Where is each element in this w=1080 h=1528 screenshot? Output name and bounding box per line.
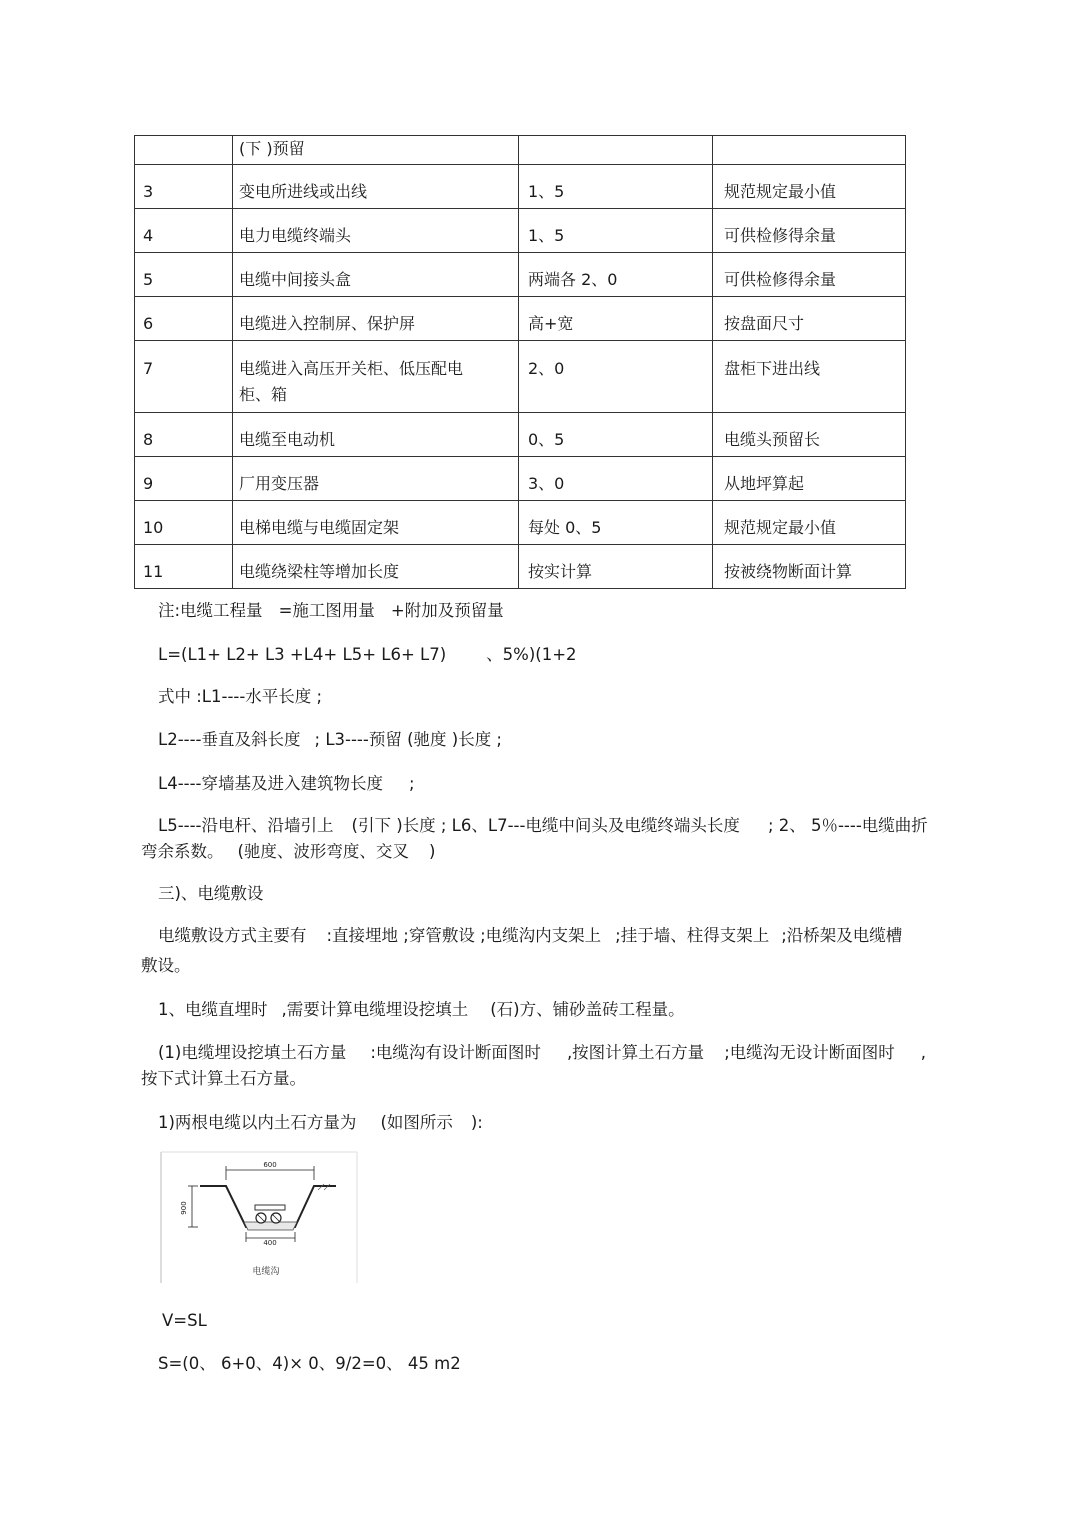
table-cell-value: [519, 297, 713, 341]
table-cell-note: [713, 501, 906, 545]
table-cell-note: [713, 165, 906, 209]
formula-part: L=(L1+ L2+ L3 +L4+ L5+ L6+ L7): [158, 645, 447, 664]
cell-text: 每处 0、5: [528, 518, 602, 537]
cell-text: 规范规定最小值: [724, 182, 837, 201]
l2-line: [158, 726, 502, 753]
cell-text: 3、0: [528, 474, 565, 493]
l5-part: (引下 )长度 ; L6、L7---电缆中间头及电缆终端头长度: [351, 816, 740, 835]
note-line: [158, 597, 504, 624]
l5-part: ): [428, 842, 436, 861]
cell-text: 电力电缆终端头: [239, 226, 352, 245]
two-part: ):: [470, 1113, 483, 1132]
figure-caption: 电缆沟: [252, 1267, 280, 1277]
buried-part: ,需要计算电缆埋设挖填土: [281, 1000, 469, 1019]
dig-part: ;电缆沟无设计断面图时: [724, 1043, 895, 1062]
formula-line: [158, 641, 577, 668]
table-cell-no: [135, 457, 233, 501]
table-cell-item: [233, 545, 519, 589]
table-cell-note: [713, 297, 906, 341]
laying-line: [158, 922, 902, 949]
cell-text: 11: [143, 562, 164, 581]
dig-line: [158, 1039, 926, 1066]
cover-brick: [255, 1205, 285, 1210]
cell-text: 1、5: [528, 226, 565, 245]
table-cell-value: [519, 341, 713, 413]
laying-line-cont: 敷设。: [141, 956, 191, 975]
l5-part: (驰度、波形弯度、交叉: [237, 842, 409, 861]
cell-text: 电缆至电动机: [239, 430, 336, 449]
cell-text: 厂用变压器: [239, 474, 320, 493]
laying-part: 电缆敷设方式主要有: [158, 926, 307, 945]
l4-part: L4----穿墙基及进入建筑物长度: [158, 774, 384, 793]
table-cell-item: [233, 165, 519, 209]
table-cell-no: [135, 545, 233, 589]
note-part: =施工图用量: [278, 601, 375, 620]
volume-formula: V=SL: [162, 1311, 207, 1330]
table-cell-item: [233, 136, 519, 165]
table-cell-no: [135, 209, 233, 253]
cell-text: 按被绕物断面计算: [724, 562, 853, 581]
table-cell-item: [233, 253, 519, 297]
table-cell-no: [135, 297, 233, 341]
table-cell-item: [233, 209, 519, 253]
two-cables-line: [158, 1109, 483, 1136]
cell-text: 3: [143, 182, 154, 201]
table-cell-item: [233, 501, 519, 545]
table-cell-no: [135, 165, 233, 209]
table-cell-no: [135, 341, 233, 413]
table-cell-item: [233, 413, 519, 457]
l2-part: L2----垂直及斜长度: [158, 730, 301, 749]
cell-text: 按实计算: [528, 562, 593, 581]
section-heading: 三)、电缆敷设: [158, 884, 264, 903]
dig-part: ,: [920, 1043, 926, 1062]
table-cell-note: [713, 457, 906, 501]
cell-text: 盘柜下进出线: [724, 359, 821, 378]
cell-text: 按盘面尺寸: [724, 314, 805, 333]
cell-text: 电缆进入控制屏、保护屏: [239, 314, 416, 333]
formula-part: 、5%)(1+2: [486, 645, 577, 664]
cell-text: 0、5: [528, 430, 565, 449]
cell-text: 两端各 2、0: [528, 270, 618, 289]
laying-part: ;挂于墙、柱得支架上: [615, 926, 770, 945]
table-cell-no: [135, 253, 233, 297]
table-cell-value: [519, 545, 713, 589]
dig-part: ,按图计算土石方量: [566, 1043, 705, 1062]
cell-text: 高+宽: [528, 314, 574, 333]
cell-text: 5: [143, 270, 154, 289]
dig-part: (1)电缆埋设挖填土石方量: [158, 1043, 347, 1062]
dim-top-label: 600: [263, 1161, 277, 1169]
l5-part: ; 2、 5％----电缆曲折: [767, 816, 928, 835]
cell-text: 8: [143, 430, 154, 449]
cell-text: 电缆中间接头盒: [239, 270, 352, 289]
two-part: (如图所示: [380, 1113, 453, 1132]
table-cell-note: [713, 545, 906, 589]
dim-side-label: 900: [180, 1201, 188, 1215]
cell-text: 10: [143, 518, 164, 537]
buried-part: 1、电缆直埋时: [158, 1000, 268, 1019]
cell-text: 1、5: [528, 182, 565, 201]
table-cell-note: [713, 253, 906, 297]
table-cell-no: [135, 501, 233, 545]
cable-allowance-table: [134, 135, 906, 589]
dig-part: :电缆沟有设计断面图时: [370, 1043, 541, 1062]
table-cell-item: [233, 341, 519, 413]
l5-part: L5----沿电杆、沿墙引上: [158, 816, 334, 835]
cell-text: 电缆进入高压开关柜、低压配电柜、箱: [239, 359, 464, 404]
cell-text: 6: [143, 314, 154, 333]
cell-text: 变电所进线或出线: [239, 182, 368, 201]
cell-text: 4: [143, 226, 154, 245]
sand-bed: [244, 1222, 297, 1230]
cell-text: 电缆头预留长: [724, 430, 821, 449]
cell-text: 规范规定最小值: [724, 518, 837, 537]
table-cell-note: [713, 209, 906, 253]
dim-bottom-label: 400: [263, 1239, 277, 1247]
area-formula: S=(0、 6+0、4)× 0、9/2=0、 45 m2: [158, 1354, 461, 1373]
table-cell-note: [713, 136, 906, 165]
table-cell-item: [233, 297, 519, 341]
table-cell-value: [519, 136, 713, 165]
l5-line-cont: [141, 838, 435, 865]
table-cell-value: [519, 457, 713, 501]
cell-text: 从地坪算起: [724, 474, 805, 493]
table-row: [135, 545, 906, 589]
cell-text: 可供检修得余量: [724, 226, 837, 245]
table-row: [135, 457, 906, 501]
cell-text: (下 )预留: [239, 139, 305, 158]
table-row: [135, 501, 906, 545]
table-row: [135, 209, 906, 253]
where-line: 式中 :L1----水平长度 ;: [158, 687, 323, 706]
table-cell-item: [233, 457, 519, 501]
table-cell-value: [519, 413, 713, 457]
cable-trench-figure: [160, 1150, 358, 1283]
cell-text: 电梯电缆与电缆固定架: [239, 518, 400, 537]
cell-text: 电缆绕梁柱等增加长度: [239, 562, 400, 581]
table-cell-no: [135, 413, 233, 457]
laying-part: :直接埋地 ;穿管敷设 ;电缆沟内支架上: [326, 926, 602, 945]
buried-line: [158, 996, 685, 1023]
table-row: [135, 413, 906, 457]
cell-text: 7: [143, 359, 154, 378]
l5-line: [158, 812, 928, 839]
l4-part: ;: [409, 774, 415, 793]
l5-part: 弯余系数。: [141, 842, 224, 861]
table-row: [135, 253, 906, 297]
buried-part: (石)方、铺砂盖砖工程量。: [490, 1000, 685, 1019]
table-row: [135, 297, 906, 341]
table-cell-note: [713, 341, 906, 413]
table-cell-value: [519, 209, 713, 253]
note-part: +附加及预留量: [390, 601, 504, 620]
table-cell-value: [519, 501, 713, 545]
table-cell-no: [135, 136, 233, 165]
l4-line: [158, 770, 415, 797]
cell-text: 可供检修得余量: [724, 270, 837, 289]
laying-part: ;沿桥架及电缆槽: [781, 926, 903, 945]
two-part: 1)两根电缆以内土石方量为: [158, 1113, 357, 1132]
cell-text: 2、0: [528, 359, 565, 378]
l2-part: ; L3----预留 (驰度 )长度 ;: [314, 730, 502, 749]
table-cell-note: [713, 413, 906, 457]
table-cell-value: [519, 253, 713, 297]
cell-text: 9: [143, 474, 154, 493]
table-row: [135, 341, 906, 413]
table-cell-value: [519, 165, 713, 209]
table-row: [135, 165, 906, 209]
note-part: 注:电缆工程量: [158, 601, 263, 620]
table-row: [135, 136, 906, 165]
dig-line-cont: 按下式计算土石方量。: [141, 1069, 306, 1088]
